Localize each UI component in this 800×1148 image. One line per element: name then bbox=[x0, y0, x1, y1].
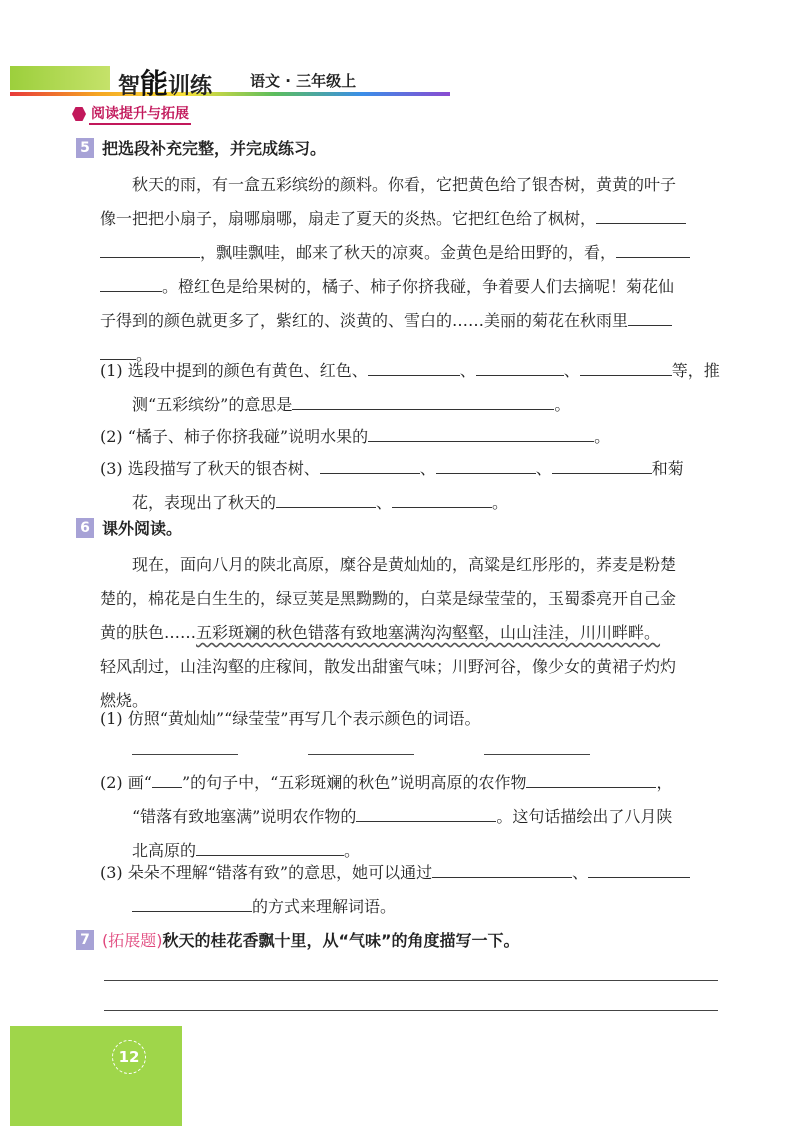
passage-text: ，飘哇飘哇，邮来了秋天的凉爽。金黄色是给田野的，看， bbox=[200, 243, 617, 262]
passage-line bbox=[100, 202, 720, 236]
passage-line: 现在，面向八月的陕北高原，糜谷是黄灿灿的，高粱是红彤彤的，荞麦是粉楚 bbox=[132, 555, 677, 574]
sub-text: ， bbox=[656, 773, 673, 792]
sub-text: 、 bbox=[535, 459, 552, 478]
fill-blank[interactable] bbox=[100, 238, 200, 258]
question-6-title: 课外阅读。 bbox=[102, 519, 183, 538]
sub-line bbox=[100, 452, 720, 486]
sub-text: 。 bbox=[554, 395, 571, 414]
question-7-title bbox=[102, 928, 520, 951]
passage-text: 。橙红色是给果树的，橘子、柿子你挤我碰，争着要人们去摘呢！菊花仙 bbox=[162, 277, 675, 296]
question-5-sub2 bbox=[100, 420, 720, 454]
question-5-sub3 bbox=[100, 452, 720, 520]
fill-blank[interactable] bbox=[132, 892, 252, 912]
question-6-sub1: (1) 仿照“黄灿灿”“绿莹莹”再写几个表示颜色的词语。 bbox=[100, 709, 481, 728]
fill-blank[interactable] bbox=[196, 836, 344, 856]
sub-text: 的方式来理解词语。 bbox=[252, 897, 397, 916]
fill-blank[interactable] bbox=[436, 454, 536, 474]
fill-blank[interactable] bbox=[588, 858, 690, 878]
passage-line bbox=[100, 616, 720, 650]
fill-blank[interactable] bbox=[368, 422, 594, 442]
passage-line: 楚的，棉花是白生生的，绿豆荚是黑黝黝的，白菜是绿莹莹的，玉蜀黍亮开自己金 bbox=[100, 589, 677, 608]
sub-text: “错落有致地塞满”说明农作物的 bbox=[132, 807, 357, 826]
brand-part-big: 能 bbox=[140, 67, 169, 100]
passage-line bbox=[100, 304, 720, 338]
question-5-passage bbox=[100, 168, 720, 372]
brand-part: 训练 bbox=[168, 73, 213, 99]
passage-line bbox=[100, 270, 720, 304]
answer-line[interactable] bbox=[132, 754, 238, 755]
sub-text: 、 bbox=[459, 361, 476, 380]
passage-text: 。 bbox=[136, 345, 153, 364]
sub-text: 、 bbox=[419, 459, 436, 478]
sub-text: (3) 选段描写了秋天的银杏树、 bbox=[100, 459, 320, 478]
fill-blank[interactable] bbox=[628, 306, 672, 326]
sub-text: 。 bbox=[492, 493, 509, 512]
hexagon-icon bbox=[72, 107, 86, 121]
fill-blank[interactable] bbox=[356, 802, 496, 822]
answer-line[interactable] bbox=[104, 980, 718, 981]
question-7-text: 秋天的桂花香飘十里，从“气味”的角度描写一下。 bbox=[162, 931, 520, 950]
fill-blank[interactable] bbox=[580, 356, 672, 376]
question-5-title: 把选段补充完整，并完成练习。 bbox=[102, 139, 327, 158]
sub-line bbox=[100, 800, 720, 834]
answer-line[interactable] bbox=[308, 754, 414, 755]
fill-blank[interactable] bbox=[100, 272, 162, 292]
question-6-sub3 bbox=[100, 856, 720, 924]
fill-blank[interactable] bbox=[392, 488, 492, 508]
page-number: 12 bbox=[112, 1040, 146, 1074]
fill-blank[interactable] bbox=[552, 454, 652, 474]
sub-text: 和菊 bbox=[651, 459, 684, 478]
fill-blank[interactable] bbox=[596, 204, 686, 224]
sub-text: ”的句子中，“五彩斑斓的秋色”说明高原的农作物 bbox=[181, 773, 527, 792]
sub-text: 。 bbox=[344, 841, 361, 860]
extension-tag: (拓展题) bbox=[102, 931, 163, 950]
brand-title bbox=[118, 62, 212, 102]
sub-text: 、 bbox=[376, 493, 393, 512]
sub-text: (2) 画“ bbox=[100, 773, 152, 792]
question-5-sub1 bbox=[100, 354, 720, 422]
sub-line bbox=[100, 388, 720, 422]
fill-blank[interactable] bbox=[526, 768, 656, 788]
fill-blank[interactable] bbox=[476, 356, 564, 376]
footer-accent-block bbox=[10, 1026, 182, 1126]
passage-line: 轻风刮过，山洼沟壑的庄稼间，散发出甜蜜气味；川野河谷，像少女的黄裙子灼灼 bbox=[100, 657, 677, 676]
answer-line[interactable] bbox=[104, 1010, 718, 1011]
fill-blank[interactable] bbox=[320, 454, 420, 474]
passage-text: 像一把把小扇子，扇哪扇哪，扇走了夏天的炎热。它把红色给了枫树， bbox=[100, 209, 597, 228]
passage-text: 黄的肤色…… bbox=[100, 623, 197, 642]
question-6-sub2 bbox=[100, 766, 720, 868]
section-title: 阅读提升与拓展 bbox=[89, 103, 191, 125]
question-number-7: 7 bbox=[76, 930, 94, 950]
sub-text: 等，推 bbox=[671, 361, 720, 380]
answer-line[interactable] bbox=[484, 754, 590, 755]
sub-text: (2) “橘子、柿子你挤我碰”说明水果的 bbox=[100, 427, 369, 446]
sub-text: 花，表现出了秋天的 bbox=[132, 493, 277, 512]
passage-line: 秋天的雨，有一盒五彩缤纷的颜料。你看，它把黄色给了银杏树，黄黄的叶子 bbox=[132, 175, 677, 194]
question-number-6: 6 bbox=[76, 518, 94, 538]
fill-blank[interactable] bbox=[368, 356, 460, 376]
sub-text: 北高原的 bbox=[132, 841, 197, 860]
sub-line bbox=[100, 856, 720, 890]
fill-blank[interactable] bbox=[616, 238, 690, 258]
section-tag bbox=[72, 104, 191, 124]
sub-text: 。 bbox=[594, 427, 611, 446]
question-6-passage bbox=[100, 548, 720, 718]
sub-text: 、 bbox=[563, 361, 580, 380]
sub-text: 测“五彩缤纷”的意思是 bbox=[132, 395, 293, 414]
fill-blank[interactable] bbox=[276, 488, 376, 508]
underline-sample bbox=[152, 768, 182, 788]
sub-text: (3) 朵朵不理解“错落有致”的意思，她可以通过 bbox=[100, 863, 433, 882]
passage-line bbox=[100, 236, 720, 270]
header-rainbow-rule bbox=[10, 92, 450, 96]
sub-line bbox=[100, 766, 720, 800]
sub-text: 。这句话描绘出了八月陕 bbox=[496, 807, 673, 826]
sub-text: 、 bbox=[572, 863, 589, 882]
sub-line bbox=[100, 486, 720, 520]
header-accent-block bbox=[10, 66, 110, 90]
question-number-5: 5 bbox=[76, 138, 94, 158]
brand-part: 智 bbox=[118, 73, 141, 99]
fill-blank[interactable] bbox=[432, 858, 572, 878]
sub-line bbox=[100, 354, 720, 388]
fill-blank[interactable] bbox=[292, 390, 554, 410]
subject-label: 语文 · 三年级上 bbox=[250, 72, 357, 90]
passage-line: 燃烧。 bbox=[100, 691, 149, 710]
sub-text: (1) 选段中提到的颜色有黄色、红色、 bbox=[100, 361, 368, 380]
wavy-underlined-sentence: 五彩斑斓的秋色错落有致地塞满沟沟壑壑，山山洼洼，川川畔畔。 bbox=[196, 623, 661, 642]
sub-line bbox=[100, 890, 720, 924]
passage-text: 子得到的颜色就更多了，紫红的、淡黄的、雪白的……美丽的菊花在秋雨里 bbox=[100, 311, 629, 330]
